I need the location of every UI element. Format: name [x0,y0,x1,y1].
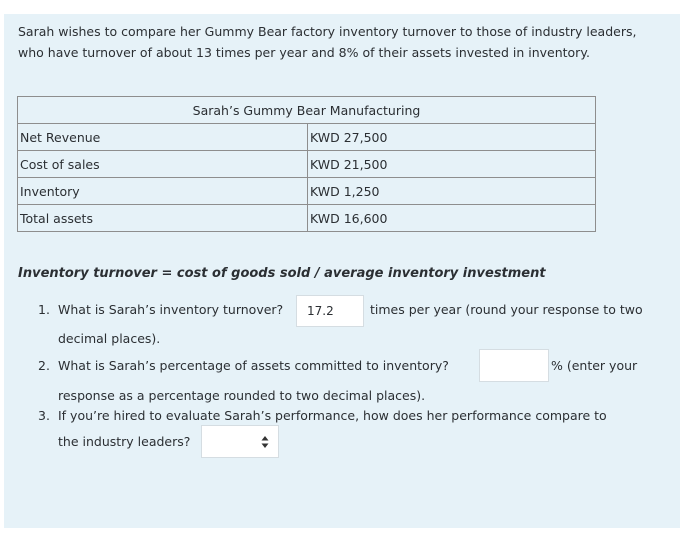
q1-continuation: decimal places). [58,331,161,346]
q2-continuation: response as a percentage rounded to two decimal places). [58,388,426,403]
q3-number: 3. [38,408,50,423]
q1-number: 1. [38,302,50,317]
q1-suffix: times per year (round your response to two [370,302,643,317]
row-label: Net Revenue [18,124,308,151]
q3-answer-select[interactable] [201,425,279,458]
select-arrows-icon [261,435,269,449]
table-title: Sarah’s Gummy Bear Manufacturing [18,97,596,124]
row-label: Cost of sales [18,151,308,178]
row-label: Total assets [18,205,308,232]
row-value: KWD 1,250 [308,178,596,205]
intro-text: Sarah wishes to compare her Gummy Bear factory inventory turnover to those of industry leaders, who have turnover of about 13 times per year and 8% of their assets invested in inventory. [18,24,637,60]
table-row [18,205,596,232]
financial-table [17,96,596,232]
q2-number: 2. [38,358,50,373]
table-row [18,151,596,178]
q2-suffix: % (enter your [551,358,638,373]
q2-prompt: What is Sarah’s percentage of assets committed to inventory? [58,358,449,373]
table-row [18,124,596,151]
row-value: KWD 21,500 [308,151,596,178]
formula-text: Inventory turnover = cost of goods sold / average inventory investment [18,266,546,281]
q3-prompt-line1: If you’re hired to evaluate Sarah’s performance, how does her performance compare to [58,408,607,423]
q1-answer-input[interactable]: 17.2 [296,295,364,327]
q1-prompt: What is Sarah’s inventory turnover? [58,302,284,317]
row-label: Inventory [18,178,308,205]
row-value: KWD 27,500 [308,124,596,151]
q3-prompt-line2: the industry leaders? [58,434,191,449]
q2-answer-input[interactable] [479,349,549,382]
row-value: KWD 16,600 [308,205,596,232]
table-row [18,178,596,205]
